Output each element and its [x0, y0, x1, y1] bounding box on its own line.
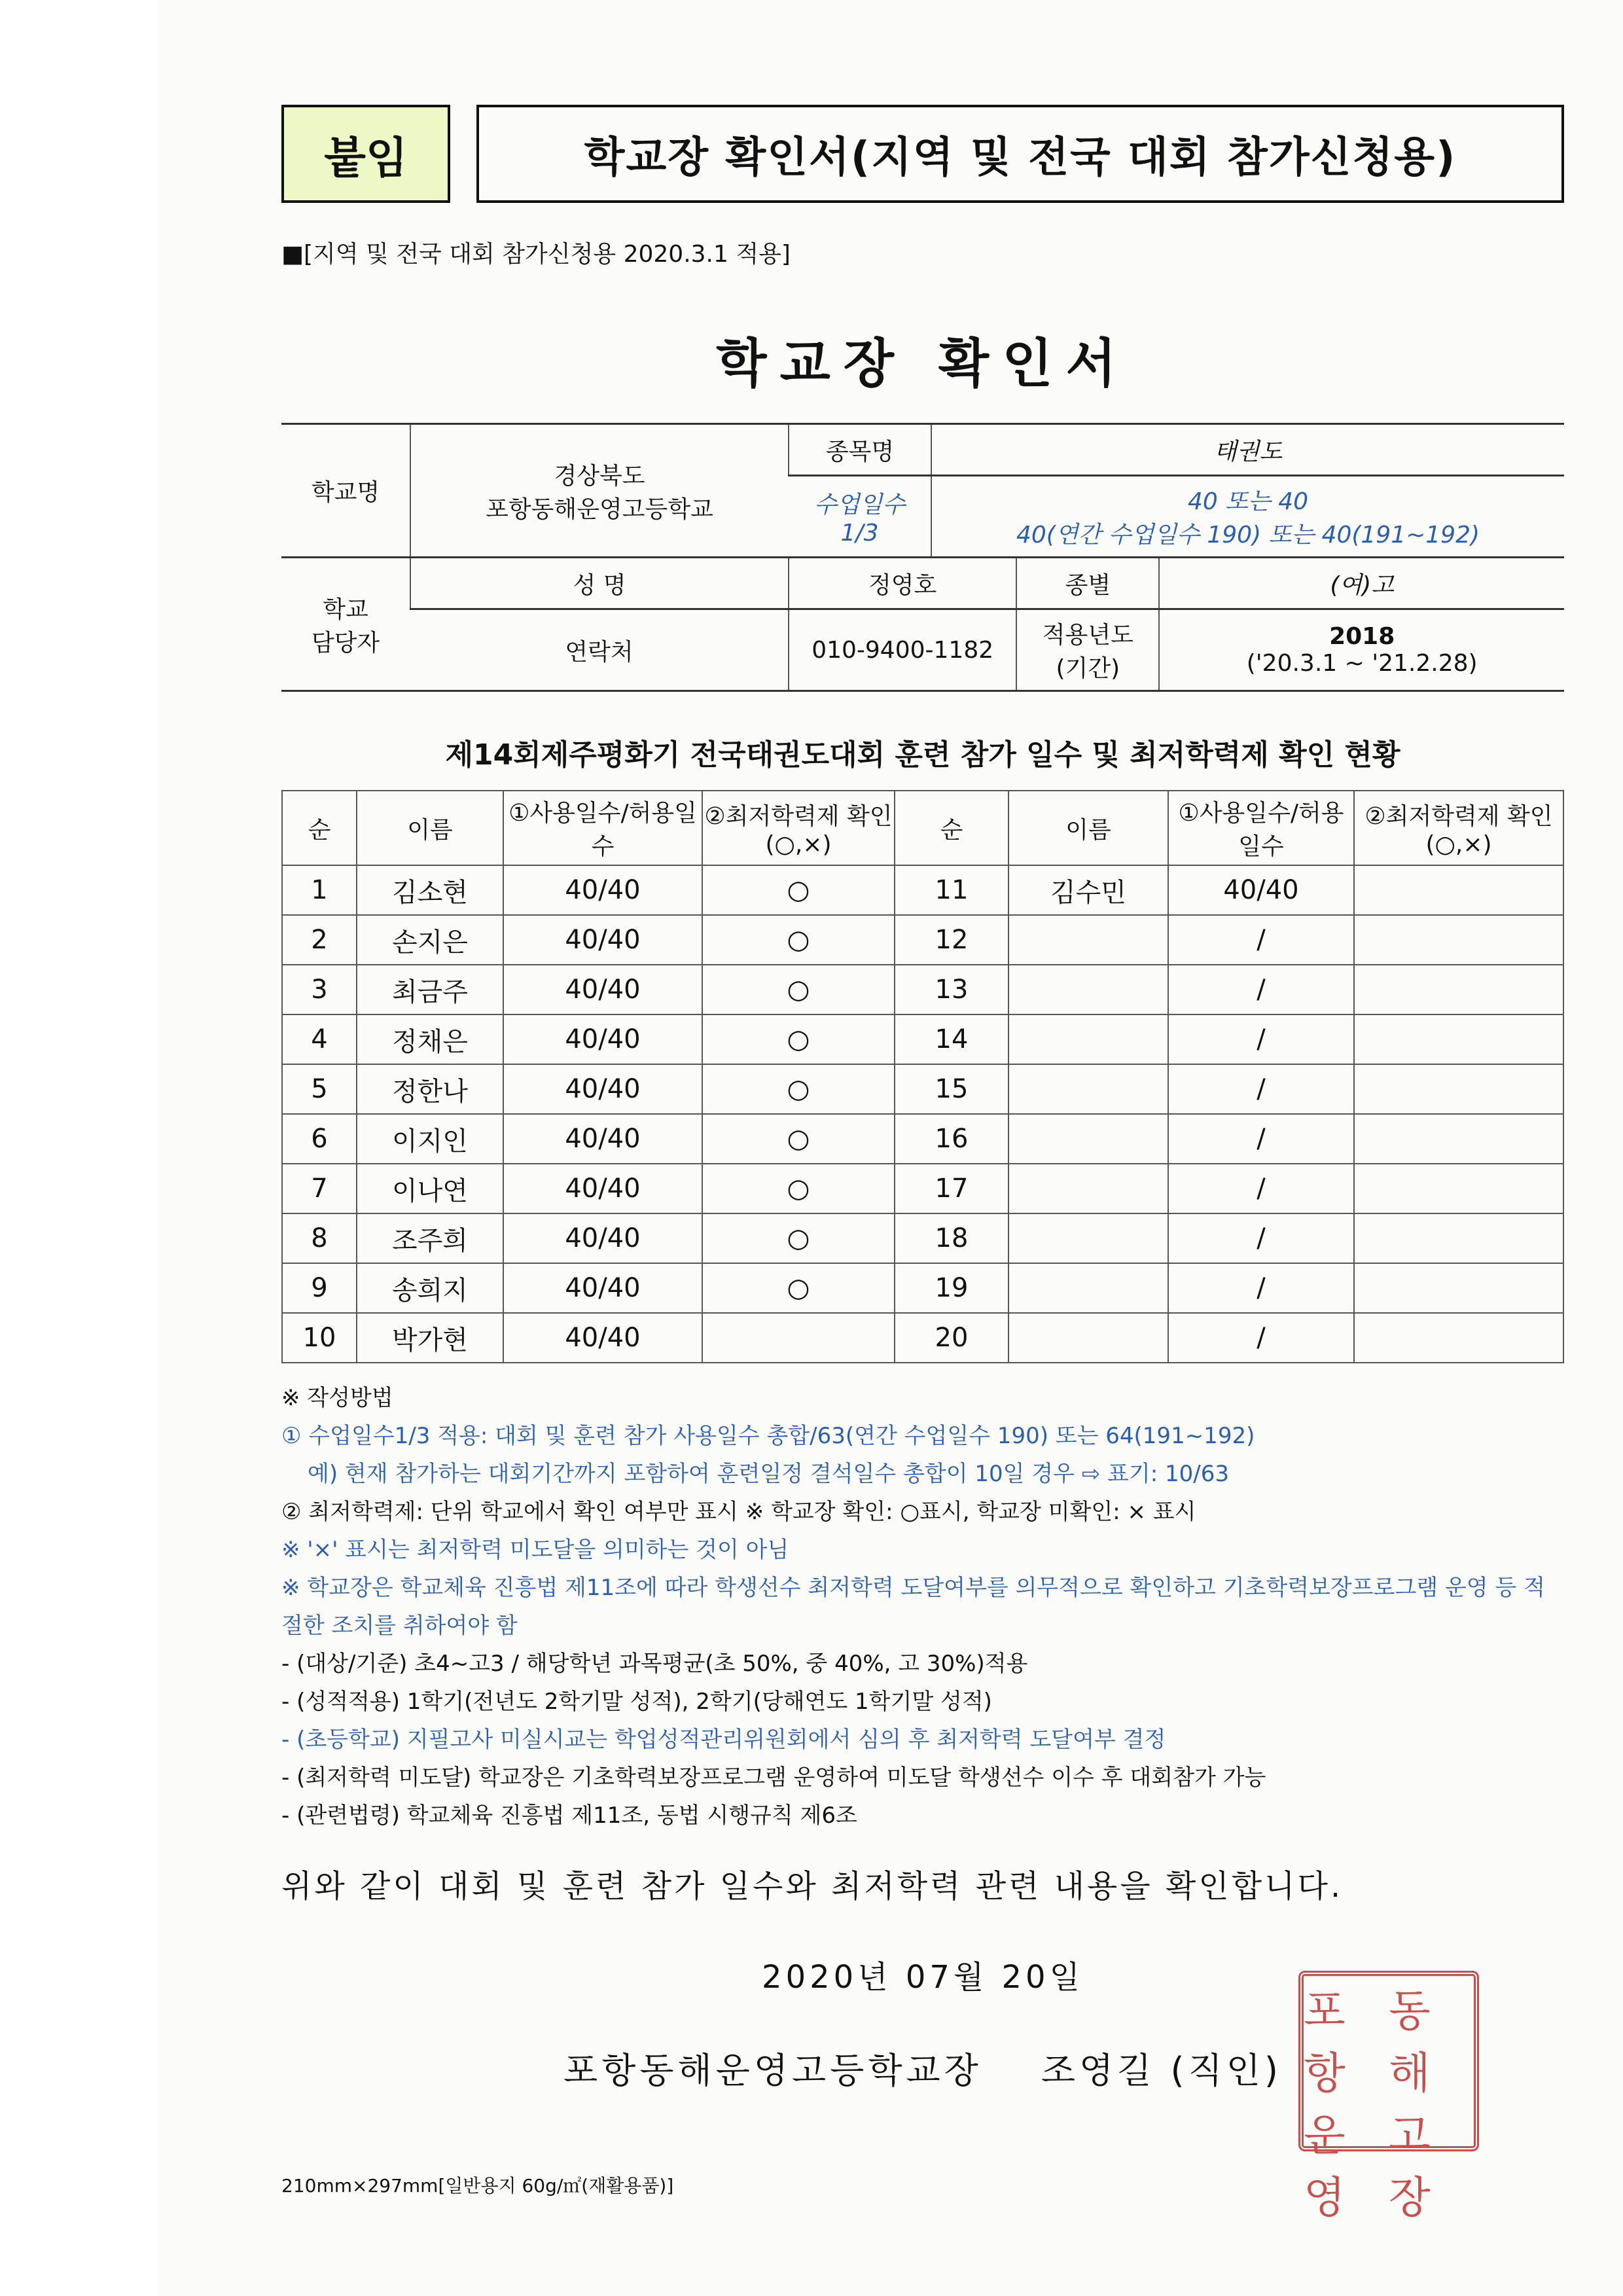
school-info-table	[281, 423, 1564, 692]
row-name: 이지인	[357, 1114, 503, 1164]
row-no: 8	[282, 1213, 357, 1263]
days-label-line-1: 수업일수	[813, 492, 906, 518]
attachment-tag: 붙임	[281, 105, 450, 203]
row-no-2: 11	[895, 865, 1008, 915]
row-check: ○	[702, 1014, 895, 1064]
row-no-2: 16	[895, 1114, 1008, 1164]
note-line: ② 최저학력제: 단위 학교에서 확인 여부만 표시 ※ 학교장 확인: ○표시, 학교장 미확인: × 표시	[281, 1499, 1196, 1525]
days-label-line-2: 1/3	[840, 520, 879, 547]
gender-value: (여)고	[1159, 558, 1564, 609]
year-label	[1016, 609, 1159, 691]
header-title: 학교장 확인서(지역 및 전국 대회 참가신청용)	[476, 105, 1564, 203]
row-name: 조주희	[357, 1213, 503, 1263]
manager-label-line-2: 담당자	[311, 629, 380, 656]
col-name: 이름	[357, 791, 503, 865]
name-label: 성 명	[410, 558, 789, 609]
row-no: 10	[282, 1313, 357, 1363]
seal-char: 운영	[1304, 2110, 1349, 2223]
row-no-2: 15	[895, 1064, 1008, 1114]
table-row	[282, 915, 1563, 965]
days-value-line-2: 40(연간 수업일수 190) 또는 40(191~192)	[1016, 522, 1480, 548]
contact-label: 연락처	[410, 609, 789, 691]
table-body	[282, 865, 1563, 1363]
note-line: ※ 작성방법	[281, 1385, 393, 1411]
seal-char: 동해	[1389, 1986, 1435, 2098]
row-name: 이나연	[357, 1164, 503, 1213]
row-name: 김소현	[357, 865, 503, 915]
row-days: 40/40	[503, 915, 702, 965]
row-name: 최금주	[357, 965, 503, 1014]
row-check-2	[1354, 1164, 1563, 1213]
row-check-2	[1354, 1213, 1563, 1263]
col-check-2: ②최저학력제 확인(○,×)	[1354, 791, 1563, 865]
row-check: ○	[702, 965, 895, 1014]
days-value-line-1: 40 또는 40	[1187, 488, 1309, 515]
note-line: - (대상/기준) 초4~고3 / 해당학년 과목평균(초 50%, 중 40%, 고 30%)적용	[281, 1651, 1028, 1677]
row-days: 40/40	[503, 1313, 702, 1363]
note-line: 예) 현재 참가하는 대회기간까지 포함하여 훈련일정 결석일수 총합이 10일 경우 ⇨ 표기: 10/63	[308, 1461, 1229, 1487]
period-value: ('20.3.1 ~ '21.2.28)	[1246, 650, 1478, 677]
note-line: - (성적적용) 1학기(전년도 2학기말 성적), 2학기(당해연도 1학기말 성적)	[281, 1689, 992, 1715]
table-row	[282, 1114, 1563, 1164]
note-line: ※ '×' 표시는 최저학력 미도달을 의미하는 것이 아님	[281, 1537, 789, 1563]
table-row	[282, 1263, 1563, 1313]
row-days-2: /	[1168, 1164, 1354, 1213]
row-days: 40/40	[503, 965, 702, 1014]
row-days-2: /	[1168, 1263, 1354, 1313]
table-row	[282, 1064, 1563, 1114]
row-check: ○	[702, 865, 895, 915]
row-name-2	[1008, 915, 1168, 965]
row-days: 40/40	[503, 1263, 702, 1313]
row-no: 6	[282, 1114, 357, 1164]
row-name: 정한나	[357, 1064, 503, 1114]
table-header-row	[282, 791, 1563, 865]
school-name: 포항동해운영고등학교	[486, 495, 713, 523]
row-check-2	[1354, 1014, 1563, 1064]
row-check: ○	[702, 1114, 895, 1164]
row-days: 40/40	[503, 1064, 702, 1114]
row-check-2	[1354, 865, 1563, 915]
col-check: ②최저학력제 확인(○,×)	[702, 791, 895, 865]
row-days-2: /	[1168, 1014, 1354, 1064]
table-row	[282, 1014, 1563, 1064]
row-days-2: /	[1168, 965, 1354, 1014]
manager-label-line-1: 학교	[323, 596, 368, 623]
days-label	[789, 476, 931, 558]
row-check-2	[1354, 915, 1563, 965]
row-no: 3	[282, 965, 357, 1014]
row-name-2	[1008, 1263, 1168, 1313]
gender-label: 종별	[1016, 558, 1159, 609]
table-row	[282, 1213, 1563, 1263]
row-name-2	[1008, 965, 1168, 1014]
row-days: 40/40	[503, 865, 702, 915]
col-no: 순	[282, 791, 357, 865]
school-value	[410, 424, 789, 558]
issue-date: 2020년 07월 20일	[762, 1959, 1084, 1996]
row-no-2: 18	[895, 1213, 1008, 1263]
row-check: ○	[702, 1213, 895, 1263]
official-seal	[1298, 1971, 1479, 2223]
row-no-2: 20	[895, 1313, 1008, 1363]
col-days: ①사용일수/허용일수	[503, 791, 702, 865]
participation-table	[281, 790, 1564, 1363]
row-name: 송희지	[357, 1263, 503, 1313]
table-row	[282, 865, 1563, 915]
row-no: 2	[282, 915, 357, 965]
header	[281, 105, 1564, 203]
row-name-2	[1008, 1164, 1168, 1213]
row-name: 손지은	[357, 915, 503, 965]
row-days: 40/40	[503, 1213, 702, 1263]
document-title: 학교장 확인서	[716, 333, 1130, 394]
row-days-2: /	[1168, 1313, 1354, 1363]
year-value	[1159, 609, 1564, 691]
confirmation-text: 위와 같이 대회 및 훈련 참가 일수와 최저학력 관련 내용을 확인합니다.	[281, 1868, 1344, 1905]
row-days-2: /	[1168, 1064, 1354, 1114]
row-check-2	[1354, 965, 1563, 1014]
row-no-2: 17	[895, 1164, 1008, 1213]
row-check: ○	[702, 1263, 895, 1313]
row-days-2: 40/40	[1168, 865, 1354, 915]
col-name-2: 이름	[1008, 791, 1168, 865]
row-name-2	[1008, 1213, 1168, 1263]
apply-note: ■[지역 및 전국 대회 참가신청용 2020.3.1 적용]	[281, 241, 791, 268]
school-label: 학교명	[281, 424, 410, 558]
row-no-2: 12	[895, 915, 1008, 965]
name-value: 정영호	[789, 558, 1016, 609]
note-line: ※ 학교장은 학교체육 진흥법 제11조에 따라 학생선수 최저학력 도달여부를 의무적으로 확인하고 기초학력보장프로그램 운영 등 적절한 조치를 취하여야 함	[281, 1575, 1545, 1639]
row-name-2	[1008, 1014, 1168, 1064]
row-no: 9	[282, 1263, 357, 1313]
row-name-2: 김수민	[1008, 865, 1168, 915]
row-no-2: 13	[895, 965, 1008, 1014]
note-line: ① 수업일수1/3 적용: 대회 및 훈련 참가 사용일수 총합/63(연간 수업일수 190) 또는 64(191~192)	[281, 1423, 1255, 1449]
signer-school: 포항동해운영고등학교장	[563, 2050, 982, 2091]
row-check-2	[1354, 1114, 1563, 1164]
row-days-2: /	[1168, 1213, 1354, 1263]
event-value: 태권도	[931, 424, 1564, 476]
table-row	[282, 965, 1563, 1014]
event-label: 종목명	[789, 424, 931, 476]
section-title: 제14회제주평화기 전국태권도대회 훈련 참가 일수 및 최저학력제 확인 현황	[445, 738, 1400, 772]
row-name-2	[1008, 1064, 1168, 1114]
col-no-2: 순	[895, 791, 1008, 865]
row-check: ○	[702, 1064, 895, 1114]
contact-value: 010-9400-1182	[789, 609, 1016, 691]
row-no-2: 19	[895, 1263, 1008, 1313]
seal-char: 포항	[1304, 1986, 1349, 2098]
row-check-2	[1354, 1064, 1563, 1114]
row-days-2: /	[1168, 915, 1354, 965]
row-no: 1	[282, 865, 357, 915]
row-name-2	[1008, 1114, 1168, 1164]
document-page	[157, 0, 1623, 2296]
school-region: 경상북도	[554, 462, 645, 490]
note-line: - (관련법령) 학교체육 진흥법 제11조, 동법 시행규칙 제6조	[281, 1803, 857, 1829]
row-no-2: 14	[895, 1014, 1008, 1064]
row-days-2: /	[1168, 1114, 1354, 1164]
row-name: 박가현	[357, 1313, 503, 1363]
year-value-line-1: 2018	[1329, 623, 1395, 650]
signer-name: 조영길 (직인)	[1041, 2050, 1282, 2091]
row-no: 4	[282, 1014, 357, 1064]
row-days: 40/40	[503, 1014, 702, 1064]
row-check: ○	[702, 915, 895, 965]
days-value	[931, 476, 1564, 558]
row-check-2	[1354, 1313, 1563, 1363]
note-line: - (초등학교) 지필고사 미실시교는 학업성적관리위원회에서 심의 후 최저학력 도달여부 결정	[281, 1727, 1166, 1753]
year-label-line-2: (기간)	[1056, 655, 1120, 682]
table-row	[282, 1313, 1563, 1363]
row-days: 40/40	[503, 1114, 702, 1164]
table-row	[282, 1164, 1563, 1213]
col-days-2: ①사용일수/허용일수	[1168, 791, 1354, 865]
notes	[281, 1379, 1564, 1835]
year-label-line-1: 적용년도	[1042, 622, 1133, 649]
row-check-2	[1354, 1263, 1563, 1313]
scan-margin	[0, 0, 157, 2296]
row-days: 40/40	[503, 1164, 702, 1213]
row-check	[702, 1313, 895, 1363]
seal-char: 고장	[1389, 2110, 1435, 2223]
row-no: 5	[282, 1064, 357, 1114]
paper-spec-footer: 210mm×297mm[일반용지 60g/㎡(재활용품)]	[281, 2175, 674, 2197]
row-name: 정채은	[357, 1014, 503, 1064]
row-name-2	[1008, 1313, 1168, 1363]
row-check: ○	[702, 1164, 895, 1213]
note-line: - (최저학력 미도달) 학교장은 기초학력보장프로그램 운영하여 미도달 학생선수 이수 후 대회참가 가능	[281, 1765, 1266, 1791]
manager-label	[281, 558, 410, 691]
row-no: 7	[282, 1164, 357, 1213]
